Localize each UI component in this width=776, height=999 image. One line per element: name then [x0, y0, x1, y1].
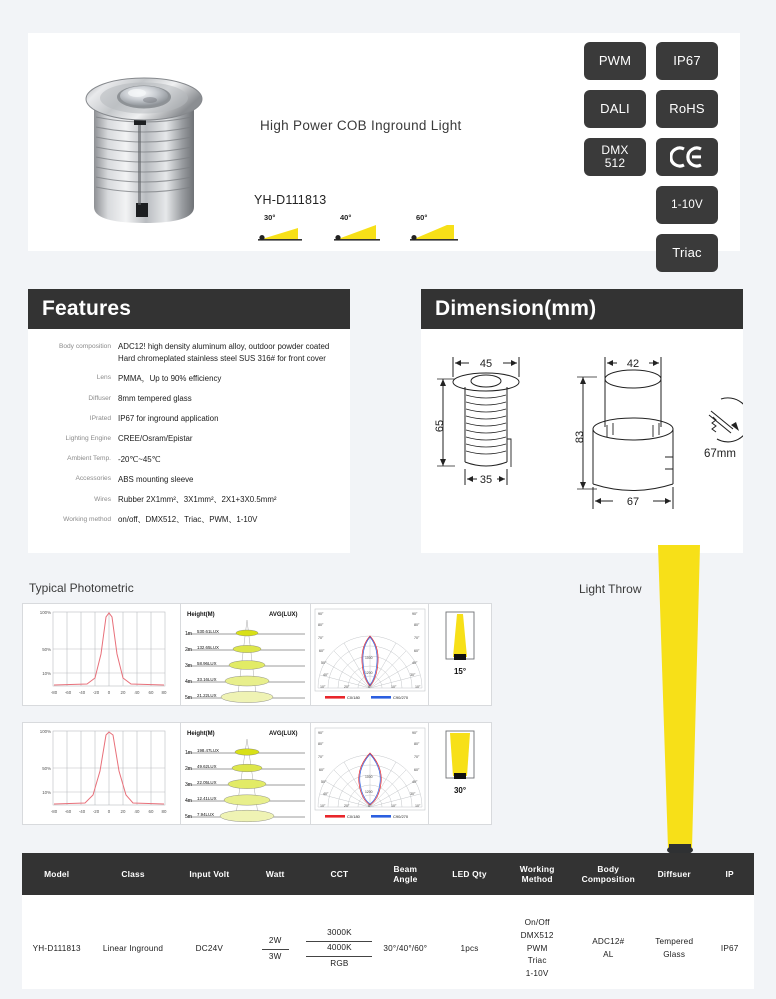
polar-ring-label: 1200 [365, 790, 373, 794]
photometric-row-30deg [22, 722, 492, 825]
curve-xtick: 60 [148, 690, 154, 695]
badge-rohs[interactable]: RoHS [656, 90, 718, 128]
spec-table-data-row [22, 895, 754, 999]
polar-legend-c90: C90/270 [393, 695, 409, 700]
features-panel [28, 289, 350, 553]
polar-legend [325, 814, 409, 819]
page-bottom-spacer [0, 989, 776, 999]
polar-legend-c0: C0/180 [347, 695, 360, 700]
polar-angle-tick: 90° [412, 612, 418, 616]
feature-label: IPrated [89, 414, 111, 422]
curve-xtick: -80 [50, 690, 58, 695]
polar-angle-tick: 10° [320, 685, 326, 689]
spec-header-ip: IP [725, 868, 734, 879]
beam-angle-value: 15° [453, 667, 467, 676]
feature-row [32, 454, 340, 466]
beam-angle-label: 40° [340, 213, 352, 222]
curve-xtick: 0 [107, 690, 111, 695]
watt-top: 2W [262, 935, 289, 950]
badge-dmx-line1: DMX [601, 143, 629, 158]
feature-value: CREE/Osram/Epistar [118, 434, 193, 444]
beam-angle-icon-60 [408, 213, 460, 243]
polar-angle-tick: 10° [320, 804, 326, 808]
feature-row [32, 413, 340, 425]
feature-value-line1: ADC12! high density aluminum alloy, outdoor powder coated [118, 342, 330, 351]
spec-header-cct: CCT [330, 868, 349, 879]
spec-header-beam-angle: Beam Angle [393, 863, 418, 884]
feature-value [118, 341, 329, 364]
curve-xtick: -80 [50, 809, 58, 814]
dim-left-height: 65 [434, 419, 446, 433]
body-comp-line1: ADC12# [592, 937, 625, 947]
lux-height: 1m [185, 631, 192, 637]
dimension-header [421, 289, 743, 329]
polar-angle-tick: 60° [414, 649, 420, 653]
polar-angle-tick: 60° [319, 649, 325, 653]
spec-cell-watt [244, 935, 306, 963]
polar-angle-tick: 90° [318, 612, 324, 616]
polar-angle-tick: 80° [414, 623, 420, 627]
polar-angle-tick: 60° [319, 768, 325, 772]
lux-cone-table [181, 723, 311, 824]
feature-value: IP67 for inground application [118, 414, 219, 424]
lux-value: 21.22LUX [197, 693, 217, 698]
polar-ring-label: 1000 [365, 775, 373, 779]
lux-height: 5m [185, 695, 192, 701]
wm-1-10v: 1-10V [525, 969, 549, 979]
badge-dmx-line2: 512 [604, 156, 626, 170]
curve-xtick: -40 [78, 809, 86, 814]
polar-angle-tick: 10° [415, 804, 421, 808]
polar-angle-tick: 70° [414, 755, 420, 759]
light-throw-label: Light Throw [579, 582, 642, 596]
lux-value: 132.65LUX [197, 645, 219, 650]
spec-header-class: Class [121, 868, 145, 879]
spec-cell-ip: IP67 [720, 943, 739, 953]
curve-xtick: 0 [107, 809, 111, 814]
badge-ip67[interactable]: IP67 [656, 42, 718, 80]
polar-angle-tick: 0° [368, 685, 372, 689]
spec-cell-led-qty: 1pcs [460, 943, 479, 953]
lux-value: 7.94LUX [197, 812, 215, 817]
lux-value: 22.05LUX [197, 780, 217, 785]
curve-xtick: 40 [134, 809, 140, 814]
curve-xtick: 20 [120, 809, 126, 814]
curve-xtick: -40 [78, 690, 86, 695]
lux-height: 5m [185, 814, 192, 820]
dim-left-width-top: 45 [479, 358, 493, 370]
curve-ytick: 10% [42, 671, 51, 676]
badge-triac[interactable]: Triac [656, 234, 718, 272]
spec-table-header-row [22, 853, 754, 895]
lux-height: 3m [185, 663, 192, 669]
certification-badge-grid [584, 42, 718, 272]
badge-dmx512[interactable] [584, 138, 646, 176]
polar-angle-tick: 50° [321, 780, 327, 784]
lux-value: 530.61LUX [197, 629, 219, 634]
feature-row [32, 341, 340, 364]
curve-xtick: 40 [134, 690, 140, 695]
spec-cell-working-method [501, 917, 574, 981]
feature-row [32, 373, 340, 385]
curve-ytick: 10% [42, 790, 51, 795]
spec-cell-class: Linear Inground [102, 943, 164, 953]
polar-ring-label: 1200 [365, 671, 373, 675]
lux-table-header-height: Height(M) [187, 612, 215, 618]
wm-triac: Triac [527, 956, 547, 966]
polar-angle-tick: 80° [318, 623, 324, 627]
feature-label: Wires [94, 495, 111, 503]
feature-row [32, 393, 340, 405]
feature-label: Accessories [75, 475, 111, 483]
spec-header-body-composition: Body Composition [581, 863, 635, 884]
lux-height: 2m [185, 766, 192, 772]
feature-label: Working method [63, 515, 111, 523]
lux-table-header-avg: AVG(LUX) [269, 731, 298, 737]
dimension-drawings [421, 329, 743, 553]
spec-header-watt: Watt [265, 868, 285, 879]
polar-angle-tick: 70° [318, 755, 324, 759]
lux-table-header-avg: AVG(LUX) [269, 612, 298, 618]
feature-row [32, 474, 340, 486]
feature-label: Lens [96, 374, 111, 382]
lux-value: 198.47LUX [197, 748, 219, 753]
badge-1-10v[interactable]: 1-10V [656, 186, 718, 224]
feature-value: PMMA，Up to 90% efficiency [118, 373, 222, 383]
lux-value: 12.41LUX [197, 796, 217, 801]
diffuser-line2: Glass [663, 950, 686, 959]
polar-legend-c90: C90/270 [393, 814, 409, 819]
feature-label: Lighting Engine [65, 434, 111, 442]
spec-header-led-qty: LED Qty [452, 868, 487, 879]
curve-xtick: -20 [92, 809, 100, 814]
feature-value: on/off、DMX512、Triac、PWM、1-10V [118, 515, 258, 525]
beam-angle-icon-30 [256, 213, 308, 243]
curve-xtick: 20 [120, 690, 126, 695]
beam-angle-preview-15 [429, 604, 491, 705]
curve-xtick: 80 [161, 690, 167, 695]
polar-angle-tick: 70° [318, 636, 324, 640]
dim-right-width-bottom: 67 [626, 496, 640, 508]
polar-angle-tick: 30° [410, 792, 416, 796]
feature-value: -20℃~45℃ [118, 454, 161, 464]
polar-angle-tick: 90° [412, 731, 418, 735]
dimension-title: Dimension(mm) [435, 297, 597, 320]
wm-pwm: PWM [526, 943, 548, 953]
spec-header-diffuser: Diffsuer [657, 868, 691, 879]
lux-value: 49.62LUX [197, 764, 217, 769]
polar-angle-tick: 40° [412, 780, 418, 784]
lux-value: 58.96LUX [197, 661, 217, 666]
spec-header-model: Model [44, 868, 70, 879]
dim-right-height: 83 [574, 430, 586, 444]
curve-xtick: 60 [148, 809, 154, 814]
polar-angle-tick: 40° [412, 661, 418, 665]
photometric-section-label: Typical Photometric [29, 581, 134, 595]
curve-xtick: -60 [64, 690, 72, 695]
badge-ce-mark[interactable] [656, 138, 718, 176]
beam-angle-preview-30 [429, 723, 491, 824]
model-code: YH-D111813 [254, 193, 327, 207]
dim-left-width-bottom: 35 [479, 474, 493, 486]
polar-angle-tick: 80° [318, 742, 324, 746]
dim-right-width-top: 42 [626, 358, 640, 370]
lux-table-header-height: Height(M) [187, 731, 215, 737]
product-header-card [28, 33, 740, 261]
feature-value-line2: Hard chromeplated stainless steel SUS 316# for front cover [118, 353, 326, 363]
spec-cell-body-composition [574, 936, 643, 961]
features-list [28, 329, 350, 526]
polar-angle-tick: 20° [344, 685, 350, 689]
curve-xtick: -20 [92, 690, 100, 695]
polar-angle-tick: 0° [368, 804, 372, 808]
curve-xtick: 80 [161, 809, 167, 814]
badge-dali[interactable]: DALI [584, 90, 646, 128]
spec-cell-beam-angle: 30°/40°/60° [383, 943, 428, 953]
specification-table [22, 853, 754, 999]
lux-value: 33.16LUX [197, 677, 217, 682]
body-comp-line2: AL [603, 950, 614, 959]
polar-angle-tick: 90° [318, 731, 324, 735]
feature-value: ABS mounting sleeve [118, 474, 194, 484]
watt-bottom: 3W [268, 951, 282, 961]
curve-ytick: 100% [39, 729, 51, 734]
curve-ytick: 100% [39, 610, 51, 615]
polar-angle-tick: 50° [321, 661, 327, 665]
product-photo [64, 55, 224, 235]
lux-height: 1m [185, 750, 192, 756]
photometric-row-15deg [22, 603, 492, 706]
spec-header-input-volt: Input Volt [189, 868, 230, 879]
lux-height: 4m [185, 798, 192, 804]
polar-angle-tick: 60° [414, 768, 420, 772]
cct-4000k: 4000K [306, 942, 372, 957]
ce-icon [670, 146, 704, 168]
polar-angle-tick: 20° [344, 804, 350, 808]
features-header [28, 289, 350, 329]
spec-cell-diffuser [643, 936, 705, 961]
beam-angle-icon-group [256, 213, 460, 243]
polar-angle-tick: 40° [323, 792, 329, 796]
intensity-curve-chart [23, 723, 181, 824]
intensity-curve-chart [23, 604, 181, 705]
beam-angle-label: 30° [264, 213, 276, 222]
polar-legend [325, 695, 409, 700]
lux-cone-table [181, 604, 311, 705]
wm-onoff: On/Off [524, 918, 550, 928]
polar-angle-tick: 30° [410, 673, 416, 677]
feature-row [32, 494, 340, 506]
curve-xtick: -60 [64, 809, 72, 814]
feature-label: Body composition [58, 342, 111, 350]
cct-rgb: RGB [330, 958, 349, 968]
polar-distribution-chart [311, 723, 429, 824]
wm-dmx512: DMX512 [520, 930, 554, 940]
feature-label: Diffuser [88, 394, 111, 402]
badge-spacer [584, 186, 646, 224]
feature-row [32, 514, 340, 526]
feature-value: 8mm tempered glass [118, 394, 192, 404]
lux-height: 2m [185, 647, 192, 653]
cct-3000k: 3000K [306, 927, 372, 942]
features-title: Features [42, 297, 132, 320]
lux-height: 3m [185, 782, 192, 788]
spec-cell-model: YH-D111813 [32, 943, 81, 953]
polar-angle-tick: 80° [414, 742, 420, 746]
feature-label: Ambient Temp. [67, 455, 111, 463]
spec-cell-input-volt: DC24V [195, 943, 224, 953]
beam-angle-icon-40 [332, 213, 384, 243]
polar-legend-c0: C0/180 [347, 814, 360, 819]
polar-angle-tick: 10° [415, 685, 421, 689]
feature-value: Rubber 2X1mm²、3X1mm²、2X1+3X0.5mm² [118, 495, 277, 504]
polar-angle-tick: 10° [391, 804, 397, 808]
lux-height: 4m [185, 679, 192, 685]
diffuser-line1: Tempered [655, 937, 694, 947]
curve-ytick: 50% [42, 766, 51, 771]
polar-angle-tick: 70° [414, 636, 420, 640]
beam-angle-label: 60° [416, 213, 428, 222]
beam-angle-value: 30° [453, 786, 467, 795]
curve-ytick: 50% [42, 647, 51, 652]
spec-cell-cct [306, 927, 372, 970]
spec-header-working-method: Working Method [519, 863, 555, 884]
feature-row [32, 433, 340, 445]
badge-spacer [584, 234, 646, 272]
badge-pwm[interactable]: PWM [584, 42, 646, 80]
polar-ring-label: 1000 [365, 656, 373, 660]
dimension-panel [421, 289, 743, 553]
polar-angle-tick: 10° [391, 685, 397, 689]
polar-angle-tick: 40° [323, 673, 329, 677]
polar-distribution-chart [311, 604, 429, 705]
dim-cable-note: 67mm [704, 448, 736, 460]
product-title: High Power COB Inground Light [260, 118, 462, 133]
